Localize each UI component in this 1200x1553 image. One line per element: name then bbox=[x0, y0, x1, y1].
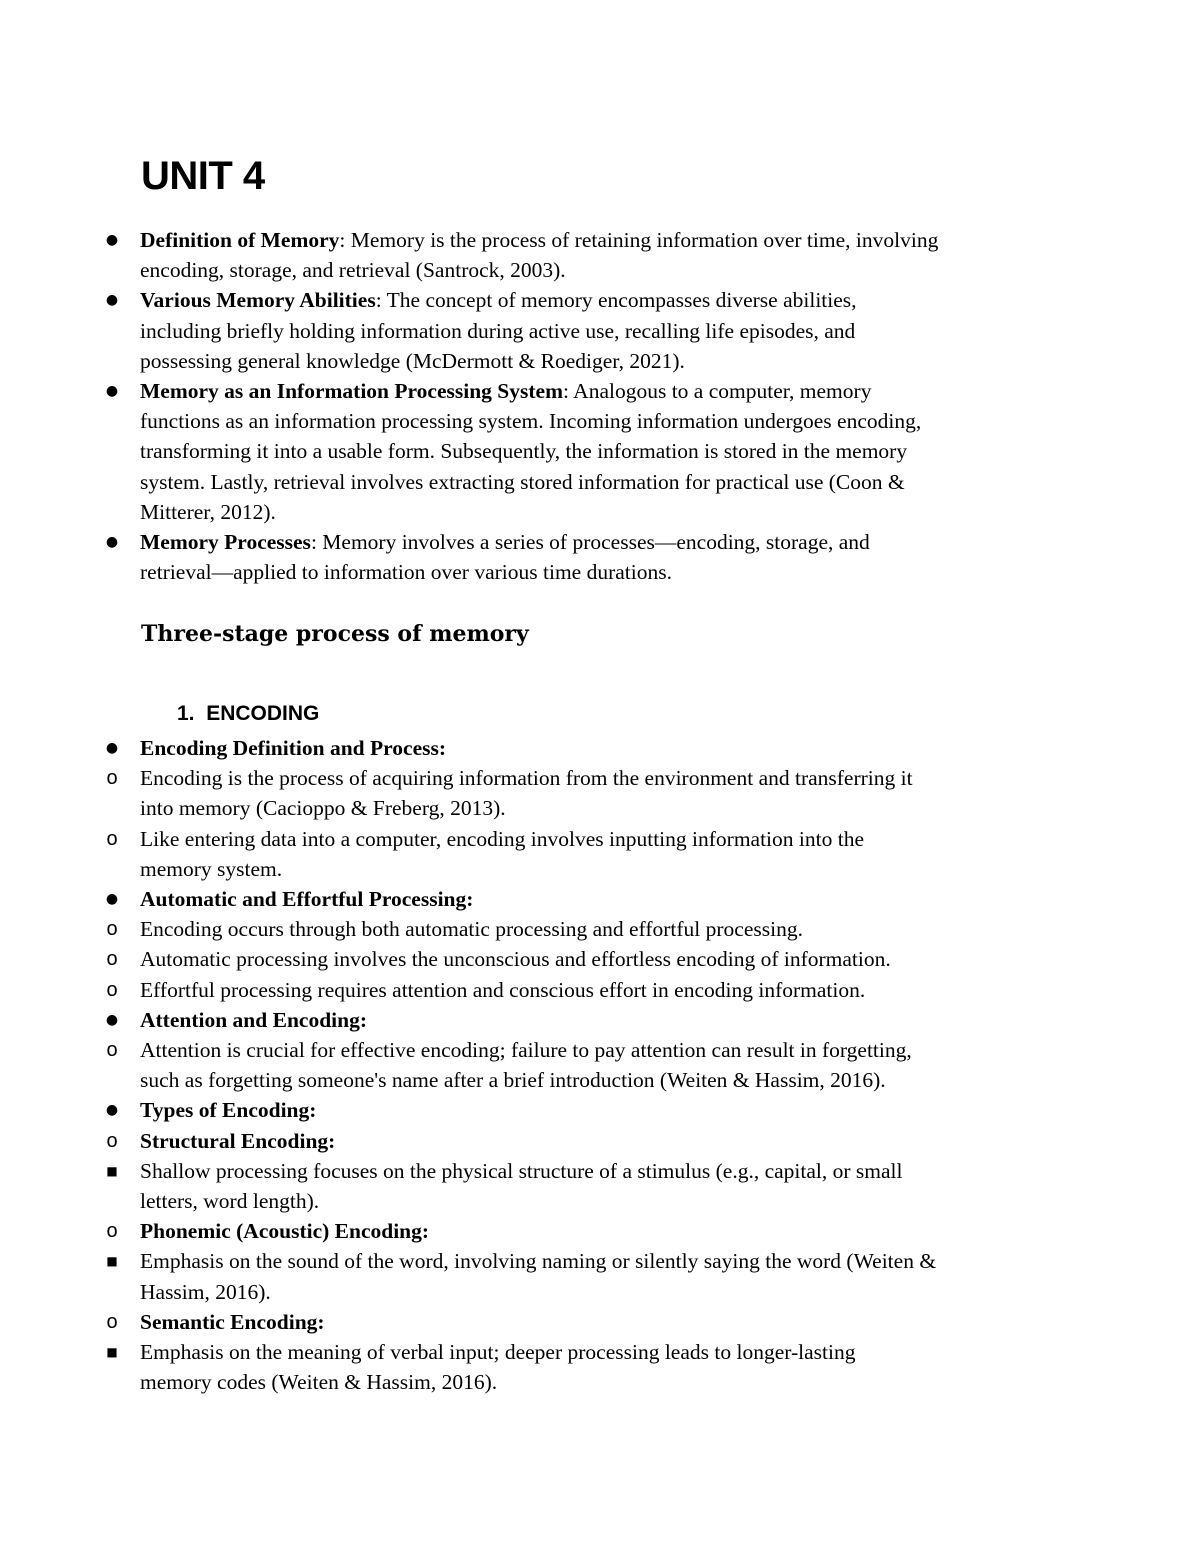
list-text: Automatic processing involves the unconscious and effortless encoding of information. bbox=[140, 947, 891, 972]
bullet-marker: ● bbox=[105, 1102, 119, 1119]
list-text: Like entering data into a computer, encoding involves inputting information into the bbox=[140, 826, 864, 851]
list-text: into memory (Cacioppo & Freberg, 2013). bbox=[140, 796, 506, 821]
list-text: : Memory is the process of retaining information over time, involving bbox=[339, 228, 939, 252]
list-line bbox=[100, 975, 1090, 1005]
list-line bbox=[100, 1307, 1090, 1337]
list-line bbox=[100, 467, 1090, 497]
list-term: Definition of Memory bbox=[140, 228, 340, 252]
list-item bbox=[100, 376, 1090, 527]
bullet-marker: ● bbox=[105, 891, 119, 908]
encoding-heading-number: 1. bbox=[177, 702, 195, 725]
list-text: memory codes (Weiten & Hassim, 2016). bbox=[140, 1370, 498, 1395]
list-text: encoding, storage, and retrieval (Santrock, 2003). bbox=[140, 258, 566, 283]
list-line bbox=[100, 225, 1090, 255]
list-line bbox=[100, 376, 1090, 406]
list-line bbox=[100, 824, 1090, 854]
list-text: Encoding is the process of acquiring information from the environment and transferring it bbox=[140, 766, 913, 791]
list-text: Emphasis on the sound of the word, involving naming or silently saying the word (Weiten & bbox=[140, 1249, 937, 1274]
list-line bbox=[100, 436, 1090, 466]
list-line bbox=[100, 527, 1090, 557]
section-title: Three-stage process of memory bbox=[141, 621, 529, 647]
list-text: system. Lastly, retrieval involves extracting stored information for practical use (Coon & bbox=[140, 469, 905, 494]
bullet-marker: ● bbox=[105, 383, 119, 400]
list-term: Memory Processes bbox=[140, 530, 311, 555]
square-marker: ■ bbox=[106, 1345, 118, 1360]
list-term: Various Memory Abilities bbox=[140, 288, 376, 313]
list-item bbox=[100, 944, 1090, 974]
circle-marker: o bbox=[106, 978, 118, 1001]
bullet-marker: ● bbox=[105, 534, 119, 551]
list-text: Hassim, 2016). bbox=[140, 1279, 271, 1304]
list-text: : The concept of memory encompasses diverse abilities, bbox=[375, 288, 857, 313]
list-heading-text: Attention and Encoding: bbox=[140, 1007, 367, 1032]
encoding-heading-text: ENCODING bbox=[206, 702, 320, 725]
list-line bbox=[100, 1246, 1090, 1276]
square-marker: ■ bbox=[106, 1254, 118, 1269]
list-item bbox=[100, 1216, 1090, 1246]
circle-marker: o bbox=[106, 1220, 118, 1243]
bullet-marker: ● bbox=[105, 232, 119, 248]
intro-bullet-list bbox=[100, 225, 1090, 587]
list-line bbox=[100, 854, 1090, 884]
circle-marker: o bbox=[106, 1310, 118, 1333]
circle-marker: o bbox=[106, 948, 118, 971]
list-text: retrieval—applied to information over various time durations. bbox=[140, 560, 672, 585]
list-item bbox=[100, 225, 1090, 285]
list-heading-text: Semantic Encoding: bbox=[140, 1309, 325, 1334]
list-line bbox=[100, 733, 1090, 763]
list-line bbox=[100, 763, 1090, 793]
list-text: Emphasis on the meaning of verbal input; deeper processing leads to longer-lasting bbox=[140, 1340, 856, 1365]
circle-marker: o bbox=[106, 1039, 118, 1062]
list-item bbox=[100, 824, 1090, 884]
encoding-list bbox=[100, 733, 1090, 1397]
list-text: : Memory involves a series of processes—encoding, storage, and bbox=[310, 530, 870, 555]
list-item bbox=[100, 1095, 1090, 1125]
encoding-heading bbox=[177, 699, 319, 729]
list-text: Attention is crucial for effective encoding; failure to pay attention can result in forgetting, bbox=[140, 1038, 912, 1063]
list-item bbox=[100, 975, 1090, 1005]
list-line bbox=[100, 1126, 1090, 1156]
list-text: such as forgetting someone's name after a brief introduction (Weiten & Hassim, 2016). bbox=[140, 1068, 886, 1093]
list-text: letters, word length). bbox=[140, 1189, 320, 1214]
list-text: functions as an information processing system. Incoming information undergoes encoding, bbox=[140, 409, 922, 434]
list-text: Effortful processing requires attention and conscious effort in encoding information. bbox=[140, 977, 866, 1002]
list-item bbox=[100, 1035, 1090, 1095]
list-text: : Analogous to a computer, memory bbox=[563, 379, 872, 404]
list-heading-text: Phonemic (Acoustic) Encoding: bbox=[140, 1219, 430, 1244]
list-line bbox=[100, 884, 1090, 914]
list-heading-text: Types of Encoding: bbox=[140, 1098, 317, 1123]
list-line bbox=[100, 255, 1090, 285]
list-line bbox=[100, 316, 1090, 346]
list-item bbox=[100, 1005, 1090, 1035]
list-line bbox=[100, 1156, 1090, 1186]
list-line bbox=[100, 914, 1090, 944]
list-item bbox=[100, 1126, 1090, 1156]
list-line bbox=[100, 944, 1090, 974]
list-heading-text: Encoding Definition and Process: bbox=[140, 736, 447, 760]
list-text: Mitterer, 2012). bbox=[140, 499, 276, 524]
list-text: memory system. bbox=[140, 856, 283, 881]
circle-marker: o bbox=[106, 827, 118, 850]
list-text: possessing general knowledge (McDermott & Roediger, 2021). bbox=[140, 348, 685, 373]
circle-marker: o bbox=[106, 918, 118, 941]
list-line bbox=[100, 1277, 1090, 1307]
list-line bbox=[100, 1186, 1090, 1216]
list-line bbox=[100, 497, 1090, 527]
list-line bbox=[100, 557, 1090, 587]
list-line bbox=[100, 1216, 1090, 1246]
bullet-marker: ● bbox=[105, 1011, 119, 1028]
list-item bbox=[100, 1337, 1090, 1397]
list-line bbox=[100, 1035, 1090, 1065]
list-item bbox=[100, 285, 1090, 376]
list-text: including briefly holding information during active use, recalling life episodes, and bbox=[140, 318, 856, 343]
bullet-marker: ● bbox=[105, 292, 119, 309]
list-line bbox=[100, 346, 1090, 376]
page-title: UNIT 4 bbox=[141, 154, 265, 198]
list-item bbox=[100, 733, 1090, 763]
list-heading-text: Automatic and Effortful Processing: bbox=[140, 887, 474, 912]
list-item bbox=[100, 527, 1090, 587]
list-text: Shallow processing focuses on the physical structure of a stimulus (e.g., capital, or small bbox=[140, 1158, 903, 1183]
list-item bbox=[100, 914, 1090, 944]
list-text: Encoding occurs through both automatic processing and effortful processing. bbox=[140, 917, 803, 942]
list-text: transforming it into a usable form. Subsequently, the information is stored in the memory bbox=[140, 439, 908, 464]
list-item bbox=[100, 1307, 1090, 1337]
list-line bbox=[100, 1337, 1090, 1367]
list-line bbox=[100, 285, 1090, 315]
list-line bbox=[100, 793, 1090, 823]
circle-marker: o bbox=[106, 767, 118, 790]
list-item bbox=[100, 763, 1090, 823]
circle-marker: o bbox=[106, 1129, 118, 1152]
list-line bbox=[100, 1065, 1090, 1095]
list-term: Memory as an Information Processing System bbox=[140, 379, 563, 404]
list-line bbox=[100, 406, 1090, 436]
bullet-marker: ● bbox=[105, 740, 119, 756]
list-item bbox=[100, 1246, 1090, 1306]
list-line bbox=[100, 1367, 1090, 1397]
square-marker: ■ bbox=[106, 1163, 118, 1178]
list-line bbox=[100, 1005, 1090, 1035]
list-line bbox=[100, 1095, 1090, 1125]
list-item bbox=[100, 1156, 1090, 1216]
list-item bbox=[100, 884, 1090, 914]
list-heading-text: Structural Encoding: bbox=[140, 1128, 336, 1153]
